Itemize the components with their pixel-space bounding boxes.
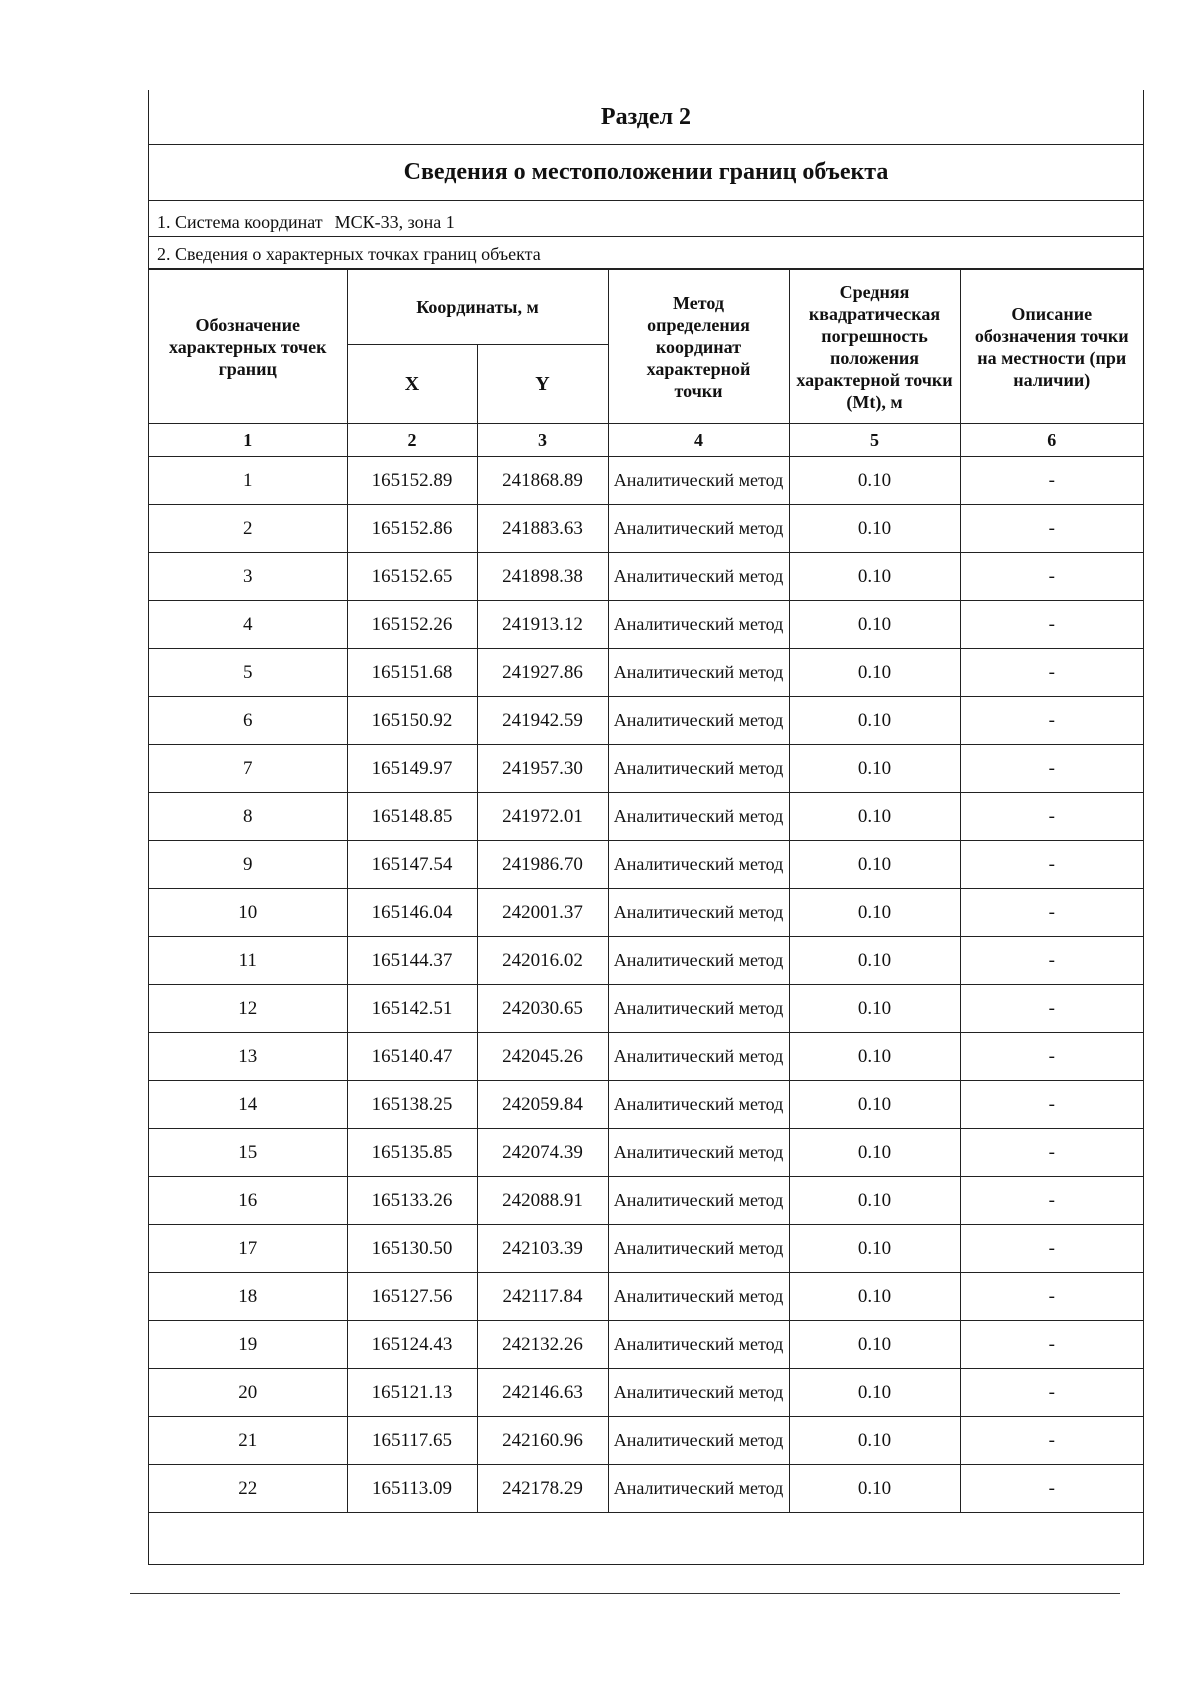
coord-y-cell: 241942.59 [477, 697, 608, 745]
points-table-body [149, 457, 1143, 1513]
table-row [149, 937, 1143, 985]
method-cell: Аналитический метод [608, 1321, 789, 1369]
coord-y-cell: 241957.30 [477, 745, 608, 793]
mt-error-cell: 0.10 [789, 649, 960, 697]
mt-error-cell: 0.10 [789, 889, 960, 937]
mt-error-cell: 0.10 [789, 745, 960, 793]
coord-y-cell: 242016.02 [477, 937, 608, 985]
boundary-points-table [149, 269, 1143, 1513]
coord-x-cell: 165127.56 [347, 1273, 477, 1321]
header-designation: Обозначение характерных точек границ [149, 270, 347, 424]
coord-x-cell: 165140.47 [347, 1033, 477, 1081]
point-description-cell: - [960, 1033, 1143, 1081]
coord-y-cell: 241913.12 [477, 601, 608, 649]
header-y: Y [477, 345, 608, 424]
method-cell: Аналитический метод [608, 553, 789, 601]
document-frame [148, 90, 1144, 1565]
point-number-cell: 3 [149, 553, 347, 601]
mt-error-cell: 0.10 [789, 985, 960, 1033]
point-description-cell: - [960, 649, 1143, 697]
coord-x-cell: 165150.92 [347, 697, 477, 745]
table-row [149, 1273, 1143, 1321]
coord-y-cell: 242132.26 [477, 1321, 608, 1369]
column-number: 2 [347, 424, 477, 457]
mt-error-cell: 0.10 [789, 601, 960, 649]
header-coordinates: Координаты, м [347, 270, 608, 345]
section-title: Раздел 2 [149, 90, 1143, 145]
coord-x-cell: 165152.65 [347, 553, 477, 601]
point-number-cell: 16 [149, 1177, 347, 1225]
coord-x-cell: 165149.97 [347, 745, 477, 793]
coord-x-cell: 165121.13 [347, 1369, 477, 1417]
point-number-cell: 10 [149, 889, 347, 937]
coord-y-cell: 242103.39 [477, 1225, 608, 1273]
point-description-cell: - [960, 1369, 1143, 1417]
column-number-row [149, 424, 1143, 457]
coord-x-cell: 165144.37 [347, 937, 477, 985]
coord-y-cell: 241972.01 [477, 793, 608, 841]
mt-error-cell: 0.10 [789, 1225, 960, 1273]
point-description-cell: - [960, 985, 1143, 1033]
mt-error-cell: 0.10 [789, 553, 960, 601]
method-cell: Аналитический метод [608, 1273, 789, 1321]
mt-error-cell: 0.10 [789, 1273, 960, 1321]
point-number-cell: 9 [149, 841, 347, 889]
table-row [149, 1033, 1143, 1081]
method-cell: Аналитический метод [608, 1081, 789, 1129]
mt-error-cell: 0.10 [789, 1033, 960, 1081]
coord-y-cell: 242146.63 [477, 1369, 608, 1417]
coord-x-cell: 165151.68 [347, 649, 477, 697]
coordinate-system-line [149, 201, 1143, 237]
bottom-rule [130, 1593, 1120, 1594]
point-number-cell: 21 [149, 1417, 347, 1465]
point-description-cell: - [960, 505, 1143, 553]
mt-error-cell: 0.10 [789, 793, 960, 841]
coord-y-cell: 242059.84 [477, 1081, 608, 1129]
coord-y-cell: 242001.37 [477, 889, 608, 937]
point-description-cell: - [960, 745, 1143, 793]
mt-error-cell: 0.10 [789, 1465, 960, 1513]
point-number-cell: 15 [149, 1129, 347, 1177]
method-cell: Аналитический метод [608, 1033, 789, 1081]
coord-x-cell: 165117.65 [347, 1417, 477, 1465]
point-description-cell: - [960, 841, 1143, 889]
header-x: X [347, 345, 477, 424]
coord-y-cell: 242030.65 [477, 985, 608, 1033]
point-number-cell: 1 [149, 457, 347, 505]
mt-error-cell: 0.10 [789, 1321, 960, 1369]
method-cell: Аналитический метод [608, 505, 789, 553]
method-cell: Аналитический метод [608, 793, 789, 841]
coord-y-cell: 241898.38 [477, 553, 608, 601]
point-description-cell: - [960, 601, 1143, 649]
method-cell: Аналитический метод [608, 1369, 789, 1417]
method-cell: Аналитический метод [608, 1177, 789, 1225]
mt-error-cell: 0.10 [789, 697, 960, 745]
table-row [149, 1417, 1143, 1465]
coord-y-cell: 242045.26 [477, 1033, 608, 1081]
coord-x-cell: 165113.09 [347, 1465, 477, 1513]
method-cell: Аналитический метод [608, 457, 789, 505]
mt-error-cell: 0.10 [789, 1081, 960, 1129]
point-description-cell: - [960, 793, 1143, 841]
point-number-cell: 2 [149, 505, 347, 553]
mt-error-cell: 0.10 [789, 937, 960, 985]
point-description-cell: - [960, 1225, 1143, 1273]
method-cell: Аналитический метод [608, 601, 789, 649]
points-heading: 2. Сведения о характерных точках границ объекта [149, 237, 1143, 269]
point-number-cell: 5 [149, 649, 347, 697]
mt-error-cell: 0.10 [789, 457, 960, 505]
point-number-cell: 13 [149, 1033, 347, 1081]
coord-x-cell: 165152.26 [347, 601, 477, 649]
method-cell: Аналитический метод [608, 985, 789, 1033]
table-row [149, 649, 1143, 697]
mt-error-cell: 0.10 [789, 1177, 960, 1225]
coord-y-cell: 242178.29 [477, 1465, 608, 1513]
point-number-cell: 19 [149, 1321, 347, 1369]
point-description-cell: - [960, 553, 1143, 601]
method-cell: Аналитический метод [608, 1129, 789, 1177]
point-description-cell: - [960, 1321, 1143, 1369]
coord-x-cell: 165130.50 [347, 1225, 477, 1273]
coord-y-cell: 241868.89 [477, 457, 608, 505]
coordinate-system-value: МСК-33, зона 1 [334, 212, 455, 232]
coord-y-cell: 241883.63 [477, 505, 608, 553]
point-number-cell: 8 [149, 793, 347, 841]
mt-error-cell: 0.10 [789, 1417, 960, 1465]
coord-x-cell: 165133.26 [347, 1177, 477, 1225]
coord-x-cell: 165152.89 [347, 457, 477, 505]
point-description-cell: - [960, 889, 1143, 937]
coord-y-cell: 242074.39 [477, 1129, 608, 1177]
point-number-cell: 18 [149, 1273, 347, 1321]
mt-error-cell: 0.10 [789, 1369, 960, 1417]
coord-x-cell: 165147.54 [347, 841, 477, 889]
column-number: 3 [477, 424, 608, 457]
coord-x-cell: 165146.04 [347, 889, 477, 937]
table-row [149, 745, 1143, 793]
table-row [149, 793, 1143, 841]
table-row [149, 985, 1143, 1033]
table-row [149, 1225, 1143, 1273]
coord-x-cell: 165142.51 [347, 985, 477, 1033]
method-cell: Аналитический метод [608, 1225, 789, 1273]
coord-x-cell: 165138.25 [347, 1081, 477, 1129]
point-number-cell: 4 [149, 601, 347, 649]
mt-error-cell: 0.10 [789, 1129, 960, 1177]
coord-x-cell: 165148.85 [347, 793, 477, 841]
method-cell: Аналитический метод [608, 745, 789, 793]
point-description-cell: - [960, 1273, 1143, 1321]
coordinate-system-label: 1. Система координат [157, 212, 323, 232]
point-description-cell: - [960, 697, 1143, 745]
table-row [149, 601, 1143, 649]
column-number: 5 [789, 424, 960, 457]
point-number-cell: 14 [149, 1081, 347, 1129]
point-number-cell: 7 [149, 745, 347, 793]
method-cell: Аналитический метод [608, 841, 789, 889]
method-cell: Аналитический метод [608, 1417, 789, 1465]
mt-error-cell: 0.10 [789, 505, 960, 553]
coord-x-cell: 165152.86 [347, 505, 477, 553]
method-cell: Аналитический метод [608, 889, 789, 937]
header-error: Средняя квадратическая погрешность положения характерной точки (Mt), м [789, 270, 960, 424]
point-number-cell: 22 [149, 1465, 347, 1513]
header-description: Описание обозначения точки на местности (при наличии) [960, 270, 1143, 424]
coord-y-cell: 242160.96 [477, 1417, 608, 1465]
coord-x-cell: 165124.43 [347, 1321, 477, 1369]
method-cell: Аналитический метод [608, 697, 789, 745]
table-row [149, 1129, 1143, 1177]
table-row [149, 841, 1143, 889]
header-method: Метод определения координат характерной точки [608, 270, 789, 424]
point-description-cell: - [960, 1129, 1143, 1177]
table-row [149, 1369, 1143, 1417]
column-number: 1 [149, 424, 347, 457]
table-row [149, 889, 1143, 937]
point-number-cell: 17 [149, 1225, 347, 1273]
coord-y-cell: 241927.86 [477, 649, 608, 697]
coord-y-cell: 242088.91 [477, 1177, 608, 1225]
point-description-cell: - [960, 1465, 1143, 1513]
column-number: 4 [608, 424, 789, 457]
table-row [149, 553, 1143, 601]
method-cell: Аналитический метод [608, 937, 789, 985]
point-description-cell: - [960, 937, 1143, 985]
table-row [149, 697, 1143, 745]
point-description-cell: - [960, 457, 1143, 505]
table-row [149, 505, 1143, 553]
coord-y-cell: 241986.70 [477, 841, 608, 889]
point-number-cell: 12 [149, 985, 347, 1033]
coord-y-cell: 242117.84 [477, 1273, 608, 1321]
method-cell: Аналитический метод [608, 649, 789, 697]
object-title: Сведения о местоположении границ объекта [149, 145, 1143, 201]
point-number-cell: 11 [149, 937, 347, 985]
mt-error-cell: 0.10 [789, 841, 960, 889]
table-row [149, 457, 1143, 505]
point-number-cell: 6 [149, 697, 347, 745]
method-cell: Аналитический метод [608, 1465, 789, 1513]
coord-x-cell: 165135.85 [347, 1129, 477, 1177]
point-description-cell: - [960, 1081, 1143, 1129]
point-description-cell: - [960, 1417, 1143, 1465]
point-number-cell: 20 [149, 1369, 347, 1417]
column-number: 6 [960, 424, 1143, 457]
point-description-cell: - [960, 1177, 1143, 1225]
table-row [149, 1465, 1143, 1513]
table-row [149, 1321, 1143, 1369]
table-row [149, 1177, 1143, 1225]
table-row [149, 1081, 1143, 1129]
